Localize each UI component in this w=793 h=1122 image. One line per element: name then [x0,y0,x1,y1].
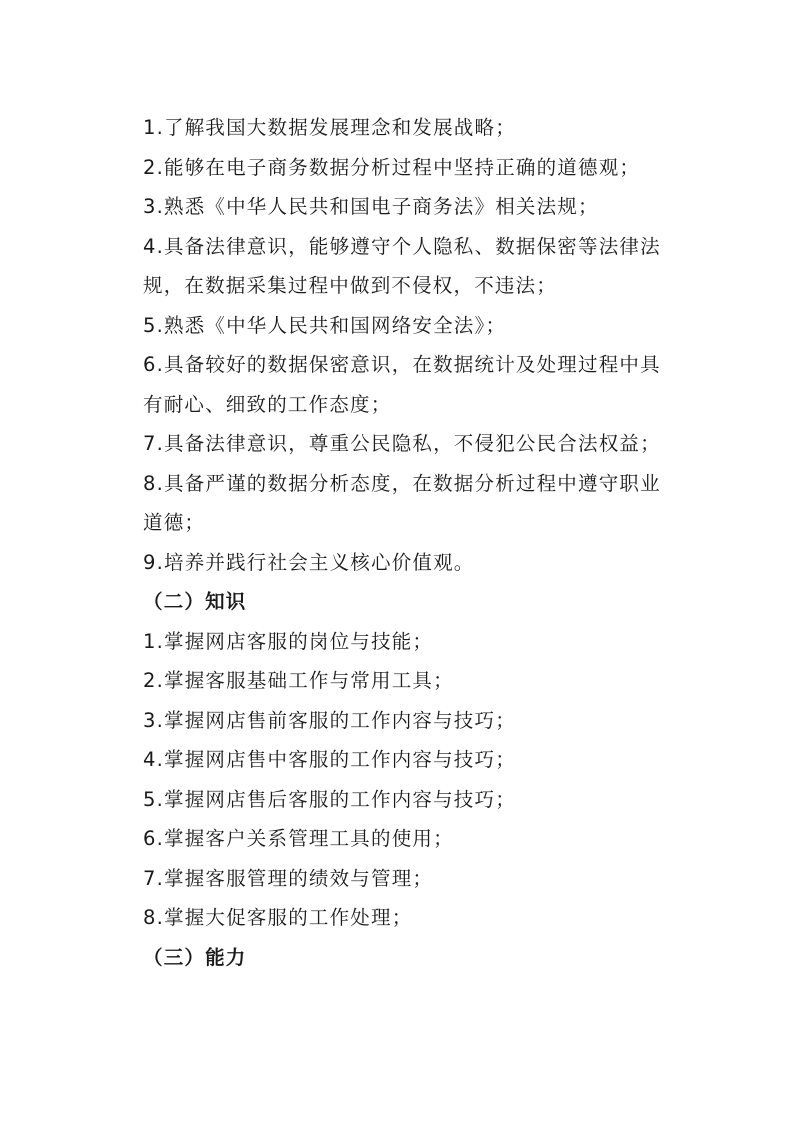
text-line: 规，在数据采集过程中做到不侵权，不违法； [143,274,558,297]
text-line: 2.掌握客服基础工作与常用工具； [143,669,454,692]
text-line: 1.掌握网店客服的岗位与技能； [143,629,434,653]
text-line: 9.培养并践行社会主义核心价值观。 [143,550,475,574]
text-line: 7.具备法律意识，尊重公民隐私，不侵犯公民合法权益； [143,432,661,455]
text-line: 6.掌握客户关系管理工具的使用； [143,827,454,850]
section-heading-ability: （三）能力 [143,945,247,969]
text-line: 道德； [143,511,206,534]
text-line: 2.能够在电子商务数据分析过程中坚持正确的道德观； [143,155,641,179]
text-line: 有耐心、细致的工作态度； [143,392,392,416]
text-line: 3.熟悉《中华人民共和国电子商务法》相关法规； [143,195,599,218]
text-line: 3.掌握网店售前客服的工作内容与技巧； [143,708,516,732]
text-line: 1.了解我国大数据发展理念和发展战略； [143,116,516,139]
text-line: 8.具备严谨的数据分析态度，在数据分析过程中遵守职业 [143,471,661,495]
text-line: 5.掌握网店售后客服的工作内容与技巧； [143,787,516,811]
text-line: 7.掌握客服管理的绩效与管理； [143,866,434,890]
section-heading-knowledge: （二）知识 [143,590,247,613]
text-line: 8.掌握大促客服的工作处理； [143,906,413,929]
text-line: 6.具备较好的数据保密意识，在数据统计及处理过程中具 [143,353,661,376]
document-body [143,108,673,977]
text-line: 4.具备法律意识，能够遵守个人隐私、数据保密等法律法 [143,234,661,258]
text-line: 4.掌握网店售中客服的工作内容与技巧； [143,748,516,771]
text-line: 5.熟悉《中华人民共和国网络安全法》； [143,313,507,337]
